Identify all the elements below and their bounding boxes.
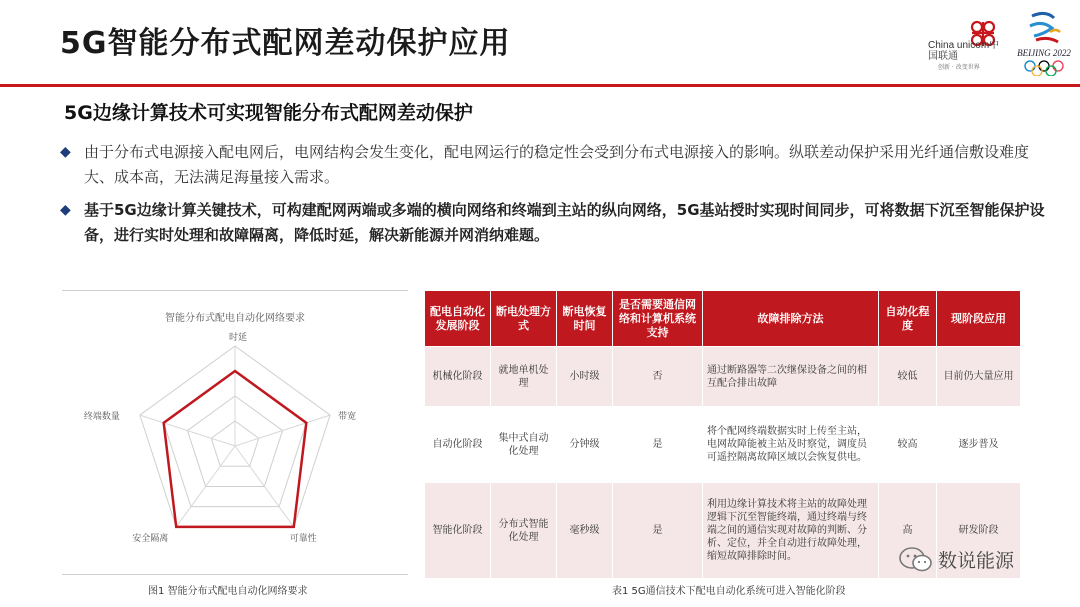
table-cell: 高	[879, 483, 937, 579]
radar-chart	[62, 290, 408, 575]
table-cell: 利用边缘计算技术将主站的故障处理逻辑下沉至智能终端，通过终端与终端之间的通信实现对故障的判断、分析、定位，并全自动进行故障处理，缩短故障排除时间。	[703, 483, 879, 579]
table-cell: 分布式智能化处理	[491, 483, 557, 579]
watermark-text: 数说能源	[938, 550, 1015, 572]
chart-title: 智能分布式配电自动化网络要求	[165, 313, 305, 324]
stage-table-wrap	[424, 290, 1020, 579]
table-cell: 是	[613, 407, 703, 483]
radar-axis-label: 安全隔离	[132, 533, 169, 544]
radar-axis-label: 可靠性	[289, 533, 317, 544]
unicom-logo	[928, 18, 1008, 70]
beijing-2022-logo	[1014, 10, 1074, 76]
table-cell: 分钟级	[557, 407, 613, 483]
column-header: 故障排除方法	[703, 291, 879, 347]
table-cell: 毫秒级	[557, 483, 613, 579]
wechat-icon	[898, 546, 934, 574]
table-cell: 通过断路器等二次继保设备之间的相互配合排出故障	[703, 347, 879, 407]
unicom-logo-text: China unicom中国联通	[928, 40, 1000, 62]
table-header-row	[425, 291, 1021, 347]
column-header: 配电自动化发展阶段	[425, 291, 491, 347]
table-cell: 较低	[879, 347, 937, 407]
section-subtitle: 5G边缘计算技术可实现智能分布式配网差动保护	[64, 102, 473, 124]
header-divider	[0, 84, 1080, 87]
radar-axis-line	[235, 415, 330, 446]
automation-stage-table	[424, 290, 1021, 579]
table-caption: 表1 5G通信技术下配电自动化系统可进入智能化阶段	[612, 586, 846, 597]
table-cell: 逐步普及	[937, 407, 1021, 483]
winter-olympics-emblem-icon	[1024, 10, 1064, 46]
table-cell: 目前仍大量应用	[937, 347, 1021, 407]
table-cell: 集中式自动化处理	[491, 407, 557, 483]
column-header: 自动化程度	[879, 291, 937, 347]
table-cell: 自动化阶段	[425, 407, 491, 483]
table-cell: 否	[613, 347, 703, 407]
bullet-item	[60, 140, 1050, 190]
table-cell: 小时级	[557, 347, 613, 407]
column-header: 是否需要通信网络和计算机系统支持	[613, 291, 703, 347]
table-cell: 机械化阶段	[425, 347, 491, 407]
column-header: 现阶段应用	[937, 291, 1021, 347]
olympic-rings-icon	[1022, 60, 1066, 76]
figure-caption: 图1 智能分布式配电自动化网络要求	[148, 586, 308, 597]
table-row	[425, 347, 1021, 407]
table-row	[425, 407, 1021, 483]
table-cell: 较高	[879, 407, 937, 483]
watermark	[898, 540, 1058, 580]
radar-axis-label: 带宽	[338, 412, 357, 423]
table-cell: 是	[613, 483, 703, 579]
table-cell: 研发阶段	[937, 483, 1021, 579]
bullet-item	[60, 198, 1050, 248]
unicom-slogan: 创新 · 改变世界	[938, 64, 980, 71]
table-cell: 智能化阶段	[425, 483, 491, 579]
page-title: 5G智能分布式配网差动保护应用	[60, 26, 511, 61]
radar-axis-label: 时延	[229, 333, 248, 343]
column-header: 断电处理方式	[491, 291, 557, 347]
diamond-bullet-icon: ◆	[60, 144, 71, 160]
diamond-bullet-icon: ◆	[60, 202, 71, 218]
bullet-text: 由于分布式电源接入配电网后，电网结构会发生变化，配电网运行的稳定性会受到分布式电源接入的影响。纵联差动保护采用光纤通信敷设难度大、成本高，无法满足海量接入需求。	[84, 143, 1030, 186]
bullet-list	[60, 140, 1050, 256]
column-header: 断电恢复时间	[557, 291, 613, 347]
table-cell: 将个配网终端数据实时上传至主站，电网故障能被主站及时察觉，调度员可遥控隔离故障区域以会恢复供电。	[703, 407, 879, 483]
beijing-logo-text: BEIJING 2022	[1017, 48, 1071, 58]
bullet-text: 基于5G边缘计算关键技术，可构建配网两端或多端的横向网络和终端到主站的纵向网络，5G基站授时实现时间同步，可将数据下沉至智能保护设备，进行实时处理和故障隔离，降低时延，解决新能源并网消纳难题。	[84, 201, 1045, 244]
radar-axis-line	[140, 415, 235, 446]
table-cell: 就地单机处理	[491, 347, 557, 407]
radar-axis-label: 终端数量	[83, 412, 120, 423]
